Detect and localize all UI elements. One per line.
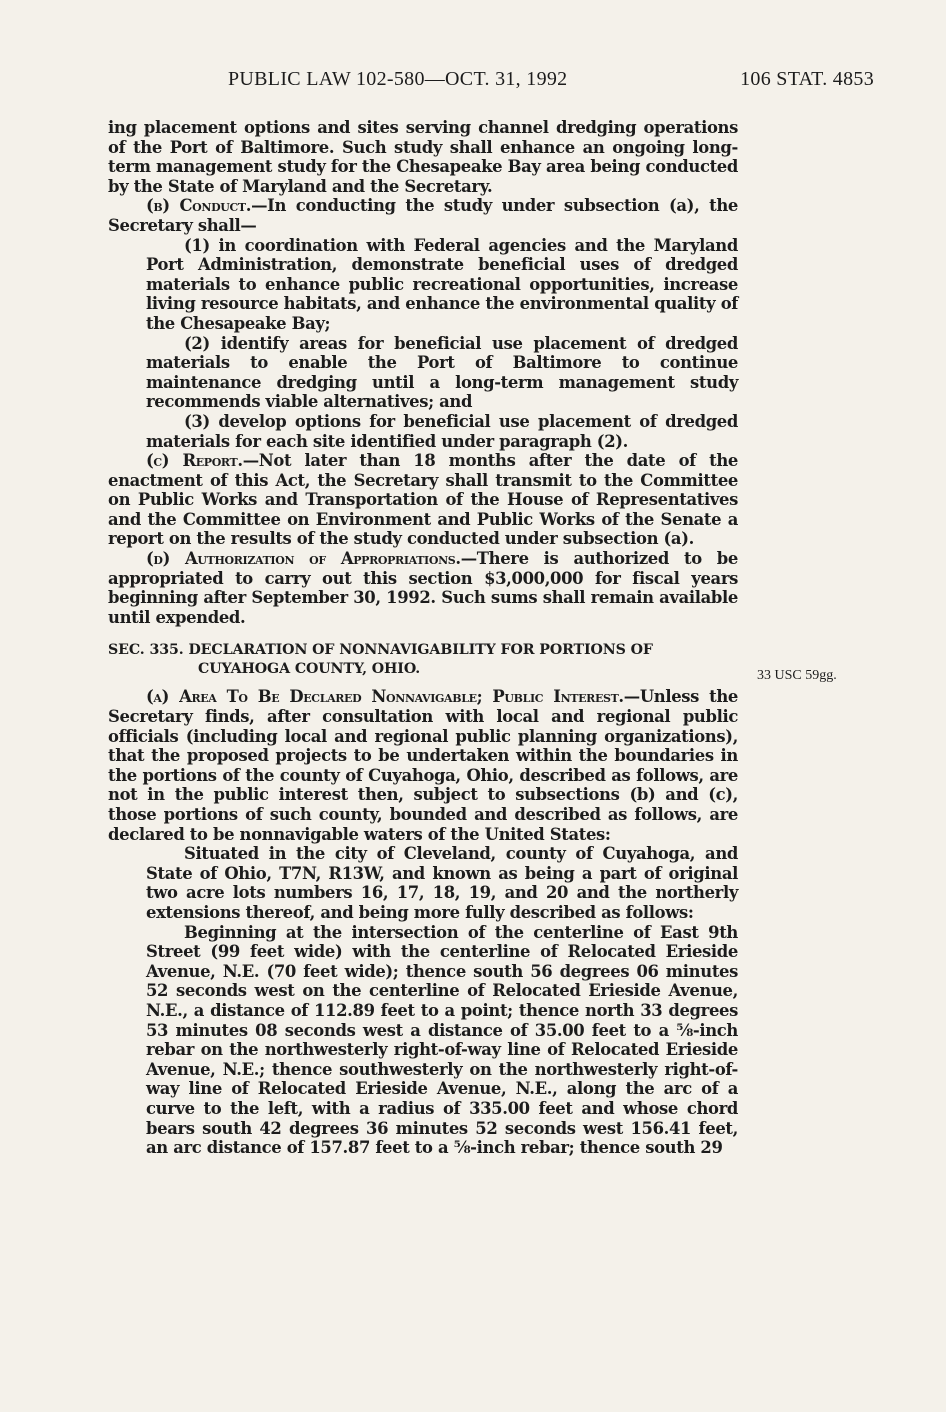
header-title: PUBLIC LAW 102-580—OCT. 31, 1992 [228, 68, 568, 90]
beginning-paragraph: Beginning at the intersection of the centerline of East 9th Street (99 feet wide) with the centerline of Relocated Erieside Avenue, N.E. (70 feet wide); thence south 56 degrees 06 minutes 52 seconds west on the centerline of Relocated Erieside Avenue, N.E., a distance of 112.89 feet to a point; thence north 33 degrees 53 minutes 08 seconds west a distance of 35.00 feet to a ⅝-inch rebar on the northwesterly right-of-way line of Relocated Erieside Avenue, N.E.; thence southwesterly on the northwesterly right-of-way line of Relocated Erieside Avenue, N.E., along the arc of a curve to the left, with a radius of 335.00 feet and whose chord bears south 42 degrees 36 minutes 52 seconds west 156.41 feet, an arc distance of 157.87 feet to a ⅝-inch rebar; thence south 29 [146, 922, 738, 1158]
section-a-paragraph [108, 687, 738, 844]
conduct-item-3: (3) develop options for beneficial use placement of dredged materials for each site identified under paragraph (2). [146, 411, 738, 451]
conduct-text: —In conducting the study under subsection (a), the Secretary shall— [108, 196, 738, 235]
conduct-item-1: (1) in coordination with Federal agencies and the Maryland Port Administration, demonstrate beneficial uses of dredged materials to enhance public recreational opportunities, increase living resource habitats, and enhance the environmental quality of the Chesapeake Bay; [146, 235, 738, 333]
margin-note-usc: 33 USC 59gg. [757, 668, 837, 683]
report-label: (c) Report. [146, 451, 243, 471]
authorization-text: —There is authorized to be appropriated to carry out this section $3,000,000 for fiscal years beginning after September 30, 1992. Such sums shall remain available until expended. [108, 549, 738, 627]
header-stat-page: 106 STAT. 4853 [740, 68, 874, 90]
situated-paragraph: Situated in the city of Cleveland, county of Cuyahoga, and State of Ohio, T7N, R13W, and known as being a part of original two acre lots numbers 16, 17, 18, 19, and 20 and the northerly extensions thereof, and being more fully described as follows: [146, 844, 738, 922]
running-header [228, 68, 874, 96]
report-paragraph [108, 451, 738, 549]
intro-paragraph: ing placement options and sites serving channel dredging operations of the Port of Baltimore. Such study shall enhance an ongoing long-term management study for the Chesapeake Bay area being conducted by the State of Maryland and the Secretary. [108, 118, 738, 196]
section-a-text: —Unless the Secretary finds, after consultation with local and regional public officials (including local and regional public planning organizations), that the proposed projects to be undertaken within the boundaries in the portions of the county of Cuyahoga, Ohio, described as follows, are not in the public interest then, subject to subsections (b) and (c), those portions of such county, bounded and described as follows, are declared to be nonnavigable waters of the United States: [108, 687, 739, 844]
authorization-label: (d) Authorization of Appropriations. [146, 549, 461, 569]
section-heading-line2: CUYAHOGA COUNTY, OHIO. [198, 661, 421, 678]
conduct-item-2: (2) identify areas for beneficial use placement of dredged materials to enable the Port of Baltimore to continue maintenance dredging until a long-term management study recommends viable alternatives; and [146, 333, 738, 412]
conduct-list [108, 236, 738, 452]
section-heading [108, 641, 738, 679]
conduct-label: (b) Conduct. [146, 196, 252, 216]
authorization-paragraph [108, 549, 738, 627]
conduct-paragraph [108, 196, 738, 235]
description-block [108, 844, 738, 1158]
report-text: —Not later than 18 months after the date of the enactment of this Act, the Secretary shall transmit to the Committee on Public Works and Transportation of the House of Representatives and the Committee on Environment and Public Works of the Senate a report on the results of the study conducted under subsection (a). [108, 451, 738, 549]
body-text [108, 118, 738, 1158]
section-heading-line1: SEC. 335. DECLARATION OF NONNAVIGABILITY FOR PORTIONS OF [108, 642, 653, 659]
section-a-label: (a) Area To Be Declared Nonnavigable; Public Interest. [146, 687, 624, 707]
